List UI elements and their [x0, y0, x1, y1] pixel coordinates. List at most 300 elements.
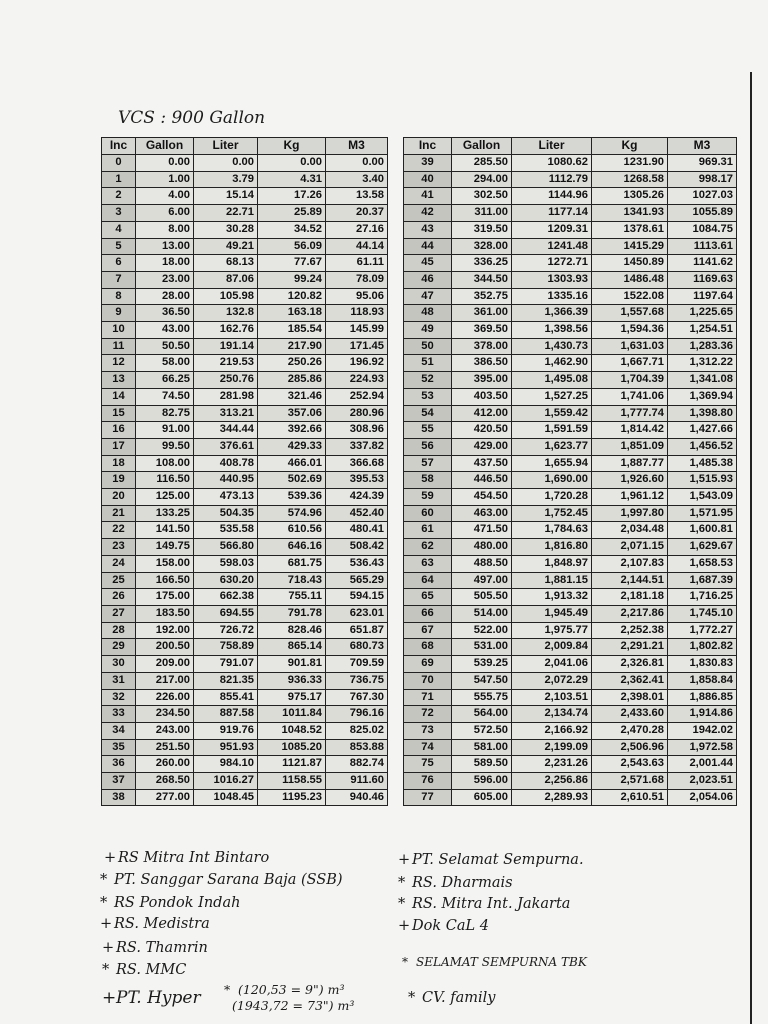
table-cell: 1048.52	[258, 722, 326, 739]
table-cell: 192.00	[136, 622, 194, 639]
table-cell: 27.16	[326, 221, 388, 238]
table-cell: 1,369.94	[668, 388, 737, 405]
table-cell: 10	[102, 322, 136, 339]
table-cell: 1,926.60	[592, 472, 668, 489]
table-header-left	[102, 138, 388, 155]
table-cell: 1016.27	[194, 773, 258, 790]
table-cell: 328.00	[452, 238, 512, 255]
table-cell: 224.93	[326, 372, 388, 389]
table-cell: 1177.14	[512, 205, 592, 222]
table-row	[404, 338, 737, 355]
table-cell: 1,997.80	[592, 505, 668, 522]
table-cell: 403.50	[452, 388, 512, 405]
table-cell: 243.00	[136, 722, 194, 739]
table-cell: 1,398.56	[512, 322, 592, 339]
table-cell: 825.02	[326, 722, 388, 739]
table-cell: 8.00	[136, 221, 194, 238]
table-cell: 1084.75	[668, 221, 737, 238]
table-row	[102, 672, 388, 689]
table-cell: 50.50	[136, 338, 194, 355]
table-cell: 46	[404, 271, 452, 288]
table-row	[102, 271, 388, 288]
table-cell: 66.25	[136, 372, 194, 389]
table-cell: 480.41	[326, 522, 388, 539]
table-cell: 118.93	[326, 305, 388, 322]
note-left-4: + RS. Medistra	[100, 916, 210, 932]
table-cell: 357.06	[258, 405, 326, 422]
table-cell: 1,543.09	[668, 489, 737, 506]
table-cell: 1,254.51	[668, 322, 737, 339]
table-cell: 1231.90	[592, 155, 668, 172]
table-cell: 319.50	[452, 221, 512, 238]
table-cell: 36.50	[136, 305, 194, 322]
table-cell: 429.33	[258, 438, 326, 455]
table-cell: 471.50	[452, 522, 512, 539]
table-row	[404, 171, 737, 188]
table-cell: 18	[102, 455, 136, 472]
table-cell: 1,485.38	[668, 455, 737, 472]
note-left-7: +PT. Hyper	[102, 988, 201, 1008]
table-cell: 163.18	[258, 305, 326, 322]
table-cell: 38	[102, 789, 136, 806]
note-left-8: * (120,53 = 9") m³	[224, 982, 345, 997]
table-cell: 1.00	[136, 171, 194, 188]
table-cell: 547.50	[452, 672, 512, 689]
table-row	[404, 271, 737, 288]
table-cell: 1,557.68	[592, 305, 668, 322]
note-left-2: * PT. Sanggar Sarana Baja (SSB)	[100, 872, 343, 888]
table-cell: 2,470.28	[592, 722, 668, 739]
table-cell: 1085.20	[258, 739, 326, 756]
table-cell: 1055.89	[668, 205, 737, 222]
table-cell: 21	[102, 505, 136, 522]
table-cell: 1,745.10	[668, 605, 737, 622]
table-cell: 55	[404, 422, 452, 439]
table-cell: 901.81	[258, 656, 326, 673]
table-cell: 77.67	[258, 255, 326, 272]
table-row	[404, 789, 737, 806]
column-header: Liter	[194, 138, 258, 155]
table-cell: 718.43	[258, 572, 326, 589]
table-row	[102, 639, 388, 656]
table-cell: 108.00	[136, 455, 194, 472]
table-row	[102, 706, 388, 723]
table-cell: 87.06	[194, 271, 258, 288]
table-row	[404, 739, 737, 756]
table-cell: 99.50	[136, 438, 194, 455]
table-cell: 1486.48	[592, 271, 668, 288]
table-cell: 31	[102, 672, 136, 689]
table-cell: 2,023.51	[668, 773, 737, 790]
table-row	[404, 555, 737, 572]
table-cell: 1,975.77	[512, 622, 592, 639]
table-cell: 1011.84	[258, 706, 326, 723]
table-cell: 1048.45	[194, 789, 258, 806]
table-cell: 4	[102, 221, 136, 238]
table-cell: 1,777.74	[592, 405, 668, 422]
table-cell: 13.58	[326, 188, 388, 205]
table-cell: 610.56	[258, 522, 326, 539]
table-cell: 1,752.45	[512, 505, 592, 522]
table-row	[102, 355, 388, 372]
table-cell: 463.00	[452, 505, 512, 522]
table-cell: 13.00	[136, 238, 194, 255]
table-cell: 12	[102, 355, 136, 372]
table-cell: 58.00	[136, 355, 194, 372]
table-cell: 2,571.68	[592, 773, 668, 790]
table-cell: 294.00	[452, 171, 512, 188]
table-cell: 43.00	[136, 322, 194, 339]
table-cell: 171.45	[326, 338, 388, 355]
table-cell: 1,398.80	[668, 405, 737, 422]
table-cell: 969.31	[668, 155, 737, 172]
table-cell: 1209.31	[512, 221, 592, 238]
table-cell: 0.00	[194, 155, 258, 172]
table-cell: 951.93	[194, 739, 258, 756]
table-cell: 539.25	[452, 656, 512, 673]
table-cell: 2,199.09	[512, 739, 592, 756]
table-cell: 43	[404, 221, 452, 238]
table-row	[404, 305, 737, 322]
table-cell: 369.50	[452, 322, 512, 339]
table-cell: 2,506.96	[592, 739, 668, 756]
table-cell: 412.00	[452, 405, 512, 422]
table-cell: 22	[102, 522, 136, 539]
table-cell: 75	[404, 756, 452, 773]
table-cell: 280.96	[326, 405, 388, 422]
table-cell: 44.14	[326, 238, 388, 255]
table-cell: 502.69	[258, 472, 326, 489]
table-cell: 1303.93	[512, 271, 592, 288]
table-row	[404, 205, 737, 222]
table-cell: 2,041.06	[512, 656, 592, 673]
table-cell: 680.73	[326, 639, 388, 656]
table-cell: 70	[404, 672, 452, 689]
table-cell: 376.61	[194, 438, 258, 455]
table-cell: 1,427.66	[668, 422, 737, 439]
volume-table-right	[403, 137, 737, 806]
table-cell: 623.01	[326, 605, 388, 622]
table-cell: 74.50	[136, 388, 194, 405]
table-cell: 565.29	[326, 572, 388, 589]
table-cell: 1,720.28	[512, 489, 592, 506]
table-cell: 887.58	[194, 706, 258, 723]
table-cell: 344.44	[194, 422, 258, 439]
table-cell: 1,945.49	[512, 605, 592, 622]
table-cell: 821.35	[194, 672, 258, 689]
table-cell: 1195.23	[258, 789, 326, 806]
table-cell: 2,291.21	[592, 639, 668, 656]
table-row	[102, 522, 388, 539]
table-row	[102, 221, 388, 238]
table-cell: 2,071.15	[592, 539, 668, 556]
table-row	[102, 505, 388, 522]
table-cell: 73	[404, 722, 452, 739]
table-cell: 1121.87	[258, 756, 326, 773]
table-cell: 1415.29	[592, 238, 668, 255]
table-row	[102, 572, 388, 589]
table-cell: 2,362.41	[592, 672, 668, 689]
table-cell: 22.71	[194, 205, 258, 222]
table-row	[404, 288, 737, 305]
table-row	[102, 455, 388, 472]
table-cell: 15.14	[194, 188, 258, 205]
table-cell: 596.00	[452, 773, 512, 790]
table-cell: 1,802.82	[668, 639, 737, 656]
table-row	[102, 789, 388, 806]
table-row	[102, 472, 388, 489]
table-cell: 120.82	[258, 288, 326, 305]
table-cell: 2,398.01	[592, 689, 668, 706]
table-cell: 452.40	[326, 505, 388, 522]
table-cell: 183.50	[136, 605, 194, 622]
table-cell: 1,690.00	[512, 472, 592, 489]
table-cell: 796.16	[326, 706, 388, 723]
table-cell: 34.52	[258, 221, 326, 238]
table-cell: 1,704.39	[592, 372, 668, 389]
note-right-1: + PT. Selamat Sempurna.	[398, 852, 584, 868]
table-row	[102, 305, 388, 322]
table-cell: 37	[102, 773, 136, 790]
table-cell: 1,430.73	[512, 338, 592, 355]
table-cell: 536.43	[326, 555, 388, 572]
table-cell: 285.50	[452, 155, 512, 172]
page-title: VCS : 900 Gallon	[118, 108, 266, 128]
table-cell: 132.8	[194, 305, 258, 322]
table-cell: 522.00	[452, 622, 512, 639]
table-cell: 336.25	[452, 255, 512, 272]
table-cell: 1,515.93	[668, 472, 737, 489]
table-cell: 2,433.60	[592, 706, 668, 723]
table-cell: 1,312.22	[668, 355, 737, 372]
table-cell: 29	[102, 639, 136, 656]
table-cell: 4.00	[136, 188, 194, 205]
table-cell: 252.94	[326, 388, 388, 405]
table-cell: 313.21	[194, 405, 258, 422]
table-cell: 251.50	[136, 739, 194, 756]
table-row	[404, 438, 737, 455]
table-cell: 19	[102, 472, 136, 489]
table-cell: 281.98	[194, 388, 258, 405]
table-cell: 27	[102, 605, 136, 622]
table-cell: 589.50	[452, 756, 512, 773]
table-cell: 1,527.25	[512, 388, 592, 405]
table-cell: 217.00	[136, 672, 194, 689]
table-cell: 2,326.81	[592, 656, 668, 673]
table-row	[102, 238, 388, 255]
table-cell: 175.00	[136, 589, 194, 606]
table-cell: 1241.48	[512, 238, 592, 255]
table-cell: 20.37	[326, 205, 388, 222]
table-row	[102, 288, 388, 305]
table-cell: 1335.16	[512, 288, 592, 305]
table-cell: 40	[404, 171, 452, 188]
table-cell: 74	[404, 739, 452, 756]
table-cell: 1,283.36	[668, 338, 737, 355]
table-cell: 1144.96	[512, 188, 592, 205]
table-cell: 308.96	[326, 422, 388, 439]
table-cell: 726.72	[194, 622, 258, 639]
table-cell: 133.25	[136, 505, 194, 522]
table-row	[102, 171, 388, 188]
table-cell: 17.26	[258, 188, 326, 205]
table-cell: 17	[102, 438, 136, 455]
table-cell: 1,571.95	[668, 505, 737, 522]
table-cell: 791.78	[258, 605, 326, 622]
table-cell: 91.00	[136, 422, 194, 439]
table-cell: 1,687.39	[668, 572, 737, 589]
note-left-5: + RS. Thamrin	[102, 940, 208, 956]
table-row	[102, 773, 388, 790]
table-row	[404, 455, 737, 472]
table-cell: 919.76	[194, 722, 258, 739]
table-row	[404, 622, 737, 639]
table-row	[404, 472, 737, 489]
note-left-9: (1943,72 = 73") m³	[232, 998, 355, 1013]
table-cell: 250.26	[258, 355, 326, 372]
table-cell: 1,591.59	[512, 422, 592, 439]
table-cell: 116.50	[136, 472, 194, 489]
table-row	[102, 756, 388, 773]
table-cell: 975.17	[258, 689, 326, 706]
column-header: M3	[668, 138, 737, 155]
table-row	[404, 322, 737, 339]
note-right-6: * CV. family	[408, 990, 496, 1006]
table-row	[404, 221, 737, 238]
table-cell: 505.50	[452, 589, 512, 606]
table-cell: 1,456.52	[668, 438, 737, 455]
table-cell: 630.20	[194, 572, 258, 589]
table-cell: 59	[404, 489, 452, 506]
table-cell: 20	[102, 489, 136, 506]
table-cell: 1169.63	[668, 271, 737, 288]
table-cell: 200.50	[136, 639, 194, 656]
table-row	[102, 438, 388, 455]
table-cell: 44	[404, 238, 452, 255]
table-cell: 1027.03	[668, 188, 737, 205]
table-cell: 408.78	[194, 455, 258, 472]
table-cell: 25.89	[258, 205, 326, 222]
table-cell: 1,462.90	[512, 355, 592, 372]
note-right-4: + Dok CaL 4	[398, 918, 489, 934]
table-cell: 68.13	[194, 255, 258, 272]
table-cell: 8	[102, 288, 136, 305]
table-cell: 66	[404, 605, 452, 622]
table-cell: 1,887.77	[592, 455, 668, 472]
table-cell: 1,913.32	[512, 589, 592, 606]
table-cell: 882.74	[326, 756, 388, 773]
table-cell: 1,716.25	[668, 589, 737, 606]
table-cell: 33	[102, 706, 136, 723]
table-cell: 497.00	[452, 572, 512, 589]
table-cell: 217.90	[258, 338, 326, 355]
table-cell: 145.99	[326, 322, 388, 339]
table-cell: 681.75	[258, 555, 326, 572]
table-row	[404, 505, 737, 522]
table-cell: 196.92	[326, 355, 388, 372]
table-cell: 162.76	[194, 322, 258, 339]
note-left-3: * RS Pondok Indah	[100, 895, 241, 911]
table-cell: 0	[102, 155, 136, 172]
table-cell: 488.50	[452, 555, 512, 572]
table-cell: 53	[404, 388, 452, 405]
table-cell: 508.42	[326, 539, 388, 556]
table-cell: 1,858.84	[668, 672, 737, 689]
table-cell: 18.00	[136, 255, 194, 272]
table-cell: 49.21	[194, 238, 258, 255]
table-row	[102, 205, 388, 222]
table-cell: 1,816.80	[512, 539, 592, 556]
column-header: Inc	[404, 138, 452, 155]
table-cell: 1,848.97	[512, 555, 592, 572]
table-cell: 28	[102, 622, 136, 639]
table-cell: 651.87	[326, 622, 388, 639]
table-cell: 395.00	[452, 372, 512, 389]
table-cell: 466.01	[258, 455, 326, 472]
table-cell: 25	[102, 572, 136, 589]
table-cell: 2,103.51	[512, 689, 592, 706]
table-cell: 758.89	[194, 639, 258, 656]
table-cell: 2,009.84	[512, 639, 592, 656]
table-cell: 277.00	[136, 789, 194, 806]
table-cell: 1,495.08	[512, 372, 592, 389]
table-cell: 36	[102, 756, 136, 773]
table-cell: 2,054.06	[668, 789, 737, 806]
table-cell: 23.00	[136, 271, 194, 288]
table-cell: 2	[102, 188, 136, 205]
table-cell: 2,252.38	[592, 622, 668, 639]
table-row	[102, 605, 388, 622]
table-cell: 1,341.08	[668, 372, 737, 389]
table-cell: 662.38	[194, 589, 258, 606]
note-left-1: + RS Mitra Int Bintaro	[104, 850, 270, 866]
table-cell: 52	[404, 372, 452, 389]
table-cell: 2,610.51	[592, 789, 668, 806]
table-cell: 54	[404, 405, 452, 422]
table-cell: 149.75	[136, 539, 194, 556]
column-header: Inc	[102, 138, 136, 155]
table-cell: 4.31	[258, 171, 326, 188]
note-right-2: * RS. Dharmais	[398, 875, 513, 891]
table-cell: 2,134.74	[512, 706, 592, 723]
table-cell: 1080.62	[512, 155, 592, 172]
table-row	[102, 338, 388, 355]
table-cell: 1,667.71	[592, 355, 668, 372]
column-header: Liter	[512, 138, 592, 155]
table-cell: 34	[102, 722, 136, 739]
table-cell: 1305.26	[592, 188, 668, 205]
table-cell: 61	[404, 522, 452, 539]
table-cell: 1,623.77	[512, 438, 592, 455]
table-row	[102, 689, 388, 706]
table-cell: 853.88	[326, 739, 388, 756]
table-cell: 16	[102, 422, 136, 439]
table-cell: 64	[404, 572, 452, 589]
table-cell: 1272.71	[512, 255, 592, 272]
table-cell: 14	[102, 388, 136, 405]
table-cell: 767.30	[326, 689, 388, 706]
table-cell: 0.00	[258, 155, 326, 172]
table-row	[404, 589, 737, 606]
table-row	[404, 422, 737, 439]
table-row	[404, 188, 737, 205]
table-cell: 2,217.86	[592, 605, 668, 622]
table-cell: 440.95	[194, 472, 258, 489]
table-cell: 250.76	[194, 372, 258, 389]
table-cell: 125.00	[136, 489, 194, 506]
table-cell: 28.00	[136, 288, 194, 305]
table-row	[404, 706, 737, 723]
